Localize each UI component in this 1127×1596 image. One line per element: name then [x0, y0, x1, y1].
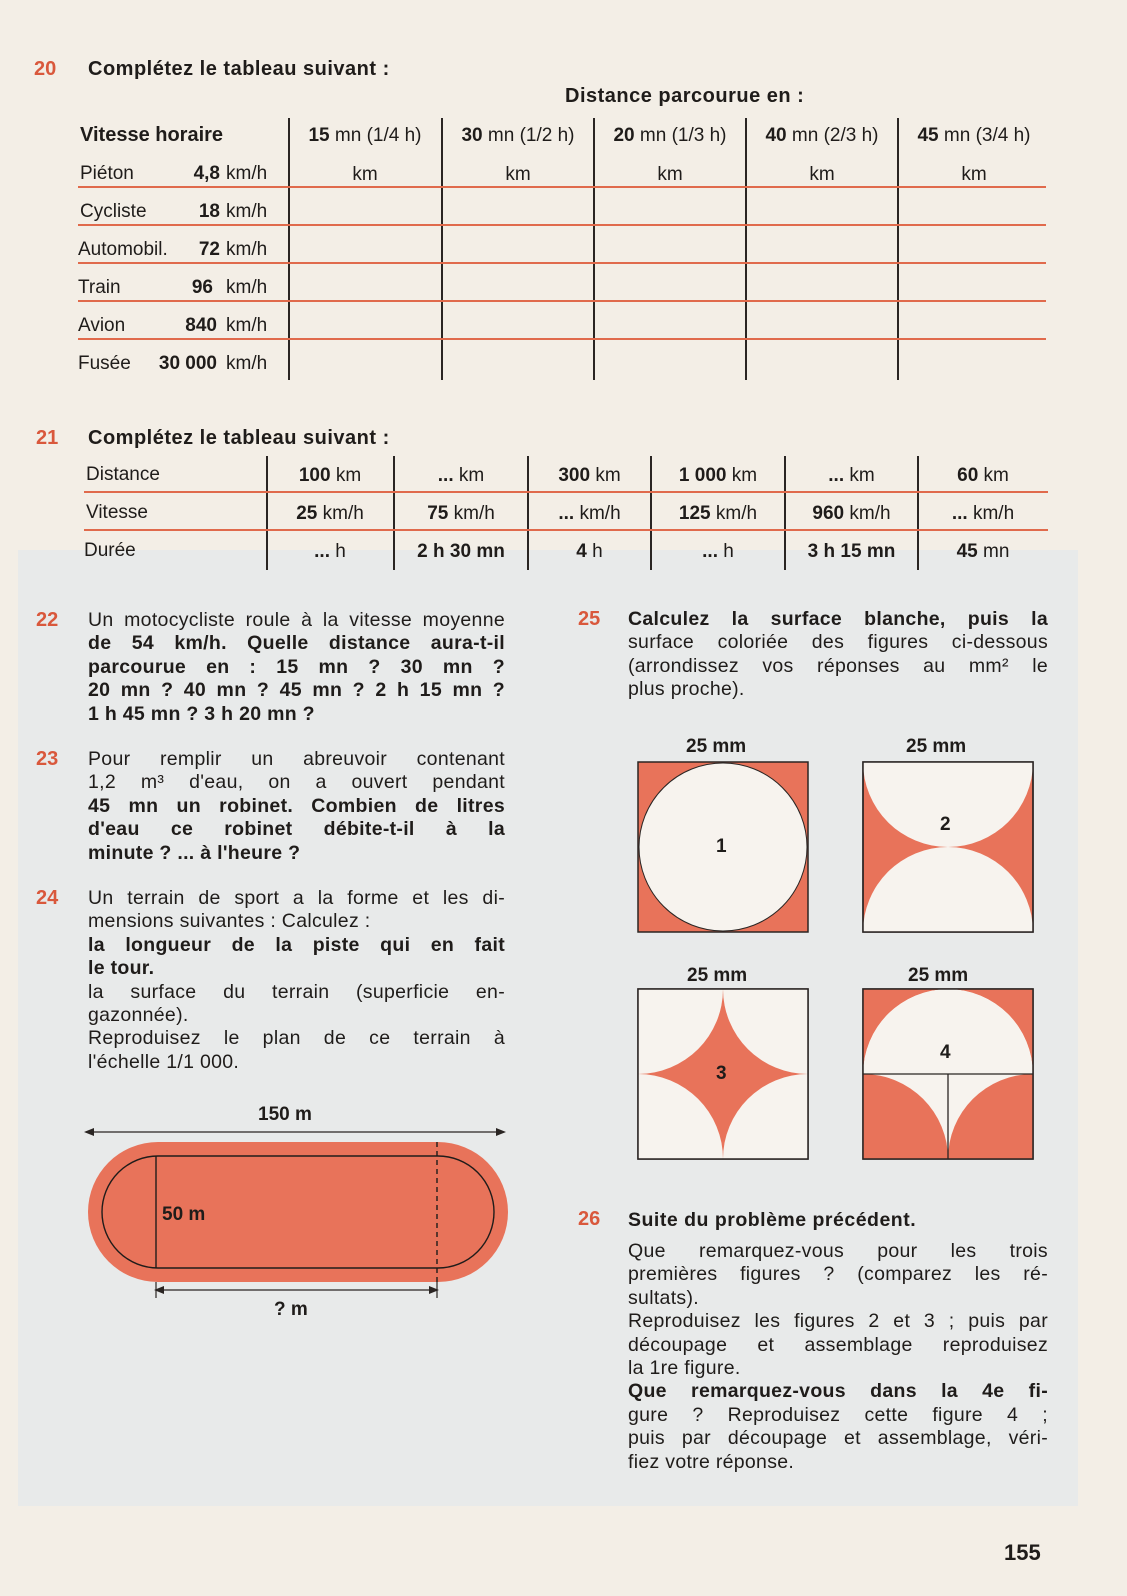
- row-speed: 96: [191, 277, 213, 298]
- unit-km: km: [505, 164, 531, 185]
- table-cell: 3 h 15 mn: [807, 541, 896, 562]
- column-divider: [527, 456, 529, 570]
- row-unit: km/h: [226, 353, 268, 374]
- unit-km: km: [352, 164, 378, 185]
- table-cell: 4 h: [576, 541, 603, 562]
- figure-size-label: 25 mm: [908, 965, 969, 986]
- table-cell: ... km: [437, 465, 485, 486]
- page-number: 155: [1004, 1540, 1041, 1565]
- row-unit: km/h: [226, 315, 268, 336]
- column-divider: [650, 456, 652, 570]
- column-divider: [917, 456, 919, 570]
- exercise-number-24: 24: [36, 887, 59, 909]
- table-cell: 60 km: [957, 465, 1009, 486]
- row-rule: [78, 186, 1046, 188]
- table-cell: ... km: [828, 465, 875, 486]
- figure-size-label: 25 mm: [906, 736, 967, 757]
- exercise-text-23: Pour remplir un abreuvoir contenant 1,2 m³ d'eau, on a ouvert pendant 45 mn un robinet. Combien de litres d'eau ce robinet débite-t-il à la minute ? ... à l'heure ?: [88, 748, 505, 864]
- column-divider: [393, 456, 395, 570]
- figure-label-2: 2: [940, 814, 951, 835]
- exercise-number-23: 23: [36, 748, 59, 770]
- figure-4: [862, 988, 1034, 1160]
- row-rule: [78, 262, 1046, 264]
- table-cell: 2 h 30 mn: [417, 541, 505, 562]
- row-label: Vitesse: [86, 502, 148, 523]
- row-speed: 72: [198, 239, 220, 260]
- row-rule: [84, 529, 1048, 531]
- table-cell: ... km/h: [951, 503, 1015, 524]
- row-rule: [84, 491, 1048, 493]
- unit-km: km: [657, 164, 683, 185]
- unit-km: km: [961, 164, 987, 185]
- column-divider: [441, 118, 443, 380]
- figure-label-4: 4: [940, 1042, 951, 1063]
- table-cell: 960 km/h: [812, 503, 891, 524]
- row-label: Fusée: [78, 353, 131, 374]
- column-divider: [784, 456, 786, 570]
- col-header-4: 40 mn (2/3 h): [765, 125, 879, 146]
- figure-label-3: 3: [716, 1063, 727, 1084]
- figure-2: [862, 761, 1034, 933]
- table-cell: ... h: [314, 541, 346, 562]
- row-unit: km/h: [226, 239, 268, 260]
- row-label: Durée: [84, 540, 136, 561]
- unit-km: km: [809, 164, 835, 185]
- exercise-title-26: Suite du problème précédent.: [628, 1209, 917, 1231]
- exercise-number-20: 20: [34, 58, 57, 80]
- row-label: Automobil.: [78, 239, 168, 260]
- row-speed: 4,8: [193, 163, 220, 184]
- dimension-length: 150 m: [258, 1104, 312, 1125]
- col-header-speed: Vitesse horaire: [80, 124, 224, 146]
- table-cell: 300 km: [558, 465, 621, 486]
- table-cell: ... km/h: [558, 503, 621, 524]
- row-label: Avion: [78, 315, 126, 336]
- exercise-text-22: Un motocycliste roule à la vitesse moyenne de 54 km/h. Quelle distance aura-t-il parcourue en : 15 mn ? 30 mn ? 20 mn ? 40 mn ? 45 mn ? 2 h 15 mn ? 1 h 45 mn ? 3 h 20 mn ?: [88, 609, 505, 725]
- exercise-title-20: Complétez le tableau suivant :: [88, 58, 390, 80]
- exercise-text-26: Que remarquez-vous pour les trois premières figures ? (comparez les ré- sultats). Reproduisez les figures 2 et 3 ; puis par découpage et assemblage reproduisez la 1re figure. Que remarquez-vous dans la 4e fi- gure ? Reproduisez cette figure 4 ; puis par découpage et assemblage, véri- fiez votre réponse.: [628, 1240, 1048, 1473]
- table-cell: 1 000 km: [678, 465, 758, 486]
- column-divider: [897, 118, 899, 380]
- figure-label-1: 1: [716, 836, 727, 857]
- col-header-2: 30 mn (1/2 h): [461, 125, 575, 146]
- figure-size-label: 25 mm: [686, 736, 747, 757]
- sports-ground-drawing: [80, 1100, 520, 1320]
- row-label: Piéton: [80, 163, 134, 184]
- exercise-number-21: 21: [36, 427, 59, 449]
- exercise-number-22: 22: [36, 609, 59, 631]
- table-cell: 75 km/h: [427, 503, 495, 524]
- row-unit: km/h: [226, 201, 268, 222]
- exercise-text-24: Un terrain de sport a la forme et les di- mensions suivantes : Calculez : la longueur de la piste qui en fait le tour. la surface du terrain (superficie en- gazonnée). Reproduisez le plan de ce terrain à l'échelle 1/1 000.: [88, 887, 505, 1073]
- exercise-number-26: 26: [578, 1208, 601, 1230]
- dimension-width: 50 m: [162, 1204, 206, 1225]
- table-cell: 100 km: [298, 465, 362, 486]
- row-label: Train: [78, 277, 121, 298]
- column-divider: [745, 118, 747, 380]
- column-divider: [288, 118, 290, 380]
- row-speed: 18: [198, 201, 220, 222]
- col-header-3: 20 mn (1/3 h): [613, 125, 727, 146]
- row-speed: 30 000: [158, 353, 217, 374]
- col-header-5: 45 mn (3/4 h): [917, 125, 1031, 146]
- column-divider: [266, 456, 268, 570]
- table-cell: 125 km/h: [678, 503, 758, 524]
- distance-header: Distance parcourue en :: [565, 85, 805, 107]
- row-rule: [78, 224, 1046, 226]
- exercise-number-25: 25: [578, 608, 601, 630]
- figure-size-label: 25 mm: [687, 965, 748, 986]
- table-cell: 45 mn: [956, 541, 1010, 562]
- column-divider: [593, 118, 595, 380]
- table-cell: ... h: [702, 541, 734, 562]
- row-label: Distance: [86, 464, 160, 485]
- col-header-1: 15 mn (1/4 h): [308, 125, 422, 146]
- row-label: Cycliste: [80, 201, 147, 222]
- exercise-text-25: Calculez la surface blanche, puis la surface coloriée des figures ci-dessous (arrondissez vos réponses au mm² le plus proche).: [628, 608, 1048, 701]
- row-rule: [78, 300, 1046, 302]
- row-unit: km/h: [226, 277, 268, 298]
- dimension-unknown: ? m: [274, 1299, 308, 1320]
- row-speed: 840: [185, 315, 217, 336]
- row-unit: km/h: [226, 163, 268, 184]
- table-cell: 25 km/h: [296, 503, 364, 524]
- exercise-title-21: Complétez le tableau suivant :: [88, 427, 390, 449]
- row-rule: [78, 338, 1046, 340]
